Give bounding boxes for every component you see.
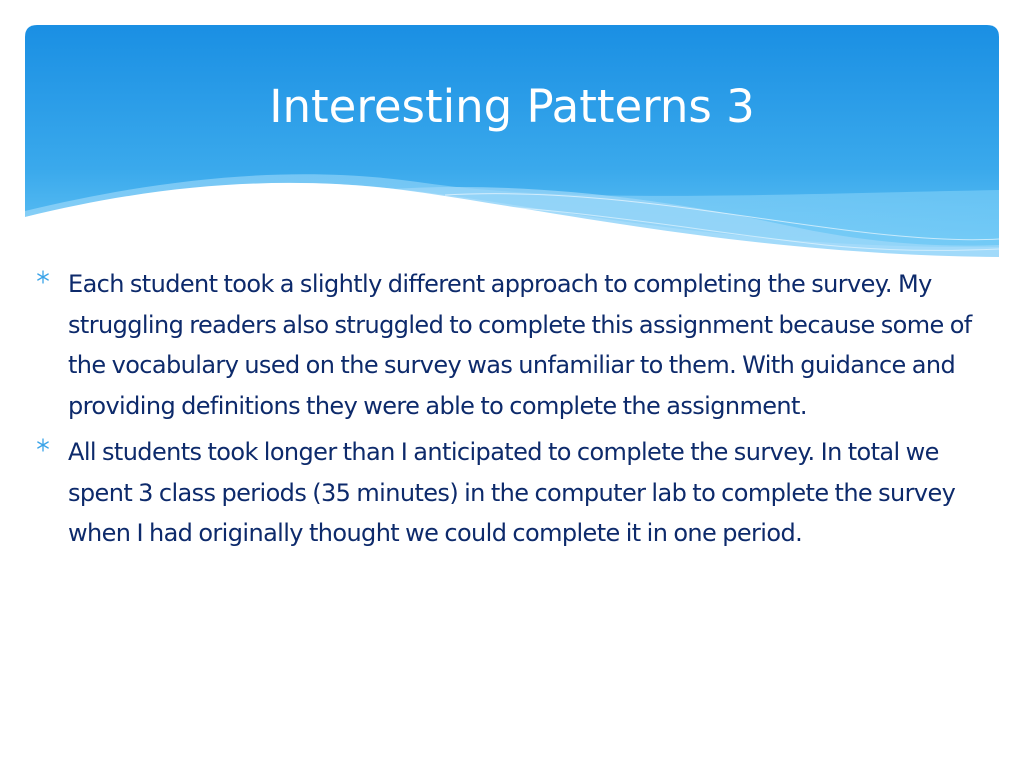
title-banner [25,25,999,265]
asterisk-bullet-icon [36,438,50,452]
slide-title: Interesting Patterns 3 [269,80,755,133]
bullet-item [36,432,976,554]
bullet-text: Each student took a slightly different approach to completing the survey. My struggling readers also struggled to complete this assignment because some of the vocabulary used on the survey was unfamiliar to them. With guidance and providing definitions they were able to complete the assignment. [68,270,972,420]
wave-banner-graphic [25,25,999,265]
bullet-text: All students took longer than I anticipated to complete the survey. In total we spent 3 class periods (35 minutes) in the computer lab to complete the survey when I had originally thought we could complete it in one period. [68,438,956,547]
bullet-list [36,264,976,560]
bullet-item [36,264,976,426]
asterisk-bullet-icon [36,270,50,284]
